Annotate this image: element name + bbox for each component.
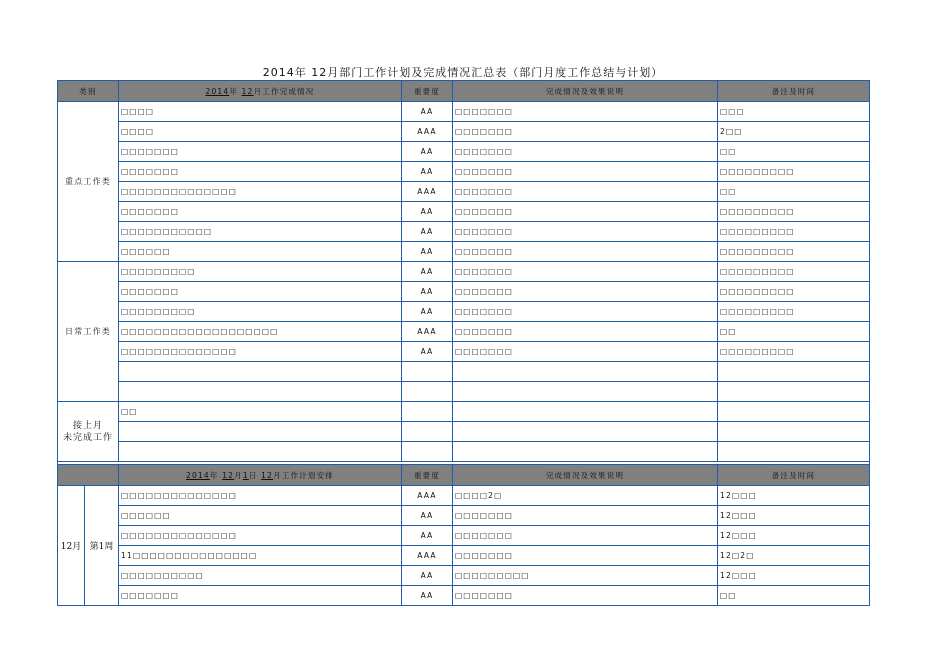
cell-item [119,442,402,462]
cell-note: □□□□□□□□□ [718,202,870,222]
cell-note: □□□□□□□□□ [718,222,870,242]
table-row [58,402,870,422]
cell-item: □□□□□□□ [119,162,402,182]
cell-item: 11□□□□□□□□□□□□□□□ [119,546,402,566]
cell-status [453,362,718,382]
cell-status: □□□□□□□ [453,162,718,182]
cell-item [119,362,402,382]
cell-grade: AA [402,222,453,242]
plan-suffix: 月工作计划安排 [273,470,334,480]
table-row [58,506,870,526]
plan-month-unit: 月 [234,470,243,480]
cell-item: □□□□□□ [119,242,402,262]
cell-note: □□ [718,586,870,606]
header-year-unit: 年 [229,86,239,96]
plan-year-unit: 年 [209,470,219,480]
cell-status: □□□□□□□□□ [453,566,718,586]
page-title: 2014年 12月部门工作计划及完成情况汇总表（部门月度工作总结与计划） [262,66,664,79]
cell-item: □□ [119,402,402,422]
cell-note [718,442,870,462]
cell-grade: AA [402,202,453,222]
cell-grade [402,402,453,422]
plan-week-label: 第1周 [85,486,119,606]
cell-grade [402,422,453,442]
cell-item: □□□□□□□□□□□□□□ [119,342,402,362]
cell-item: □□□□□□□□□□□ [119,222,402,242]
cell-item: □□□□□□ [119,506,402,526]
cell-grade [402,362,453,382]
cell-grade: AA [402,242,453,262]
cell-status: □□□□□□□ [453,586,718,606]
cell-note: 2□□ [718,122,870,142]
table-row [58,342,870,362]
cell-note: □□ [718,182,870,202]
cell-note: □□□□□□□□□ [718,162,870,182]
cell-status: □□□□□□□ [453,302,718,322]
header-category: 类别 [58,81,119,102]
cell-status: □□□□□□□ [453,282,718,302]
cell-status: □□□□□□□ [453,322,718,342]
table-row [58,362,870,382]
cell-grade: AA [402,102,453,122]
table-row [58,526,870,546]
plan-day-unit: 日 [248,470,258,480]
header-work-suffix: 月工作完成情况 [253,86,315,96]
header-plan [119,465,402,486]
header-month: 12 [241,86,254,96]
cell-note [718,362,870,382]
cell-item: □□□□□□□□□ [119,262,402,282]
header-row-plan [58,465,870,486]
cell-grade: AAA [402,182,453,202]
header-row-summary [58,81,870,102]
cell-grade: AA [402,526,453,546]
table-row [58,262,870,282]
cell-item: □□□□□□□ [119,202,402,222]
table-row [58,142,870,162]
work-plan-table [57,80,870,606]
cell-grade: AA [402,566,453,586]
cell-note: □□□□□□□□□ [718,342,870,362]
table-row [58,302,870,322]
plan-month-label: 12月 [58,486,85,606]
cell-status: □□□□□□□ [453,526,718,546]
cell-note: 12□2□ [718,546,870,566]
cell-grade: AA [402,262,453,282]
table-row [58,102,870,122]
cell-item: □□□□□□□□□□ [119,566,402,586]
cell-item: □□□□ [119,122,402,142]
plan-month: 12 [222,470,235,480]
table-row [58,586,870,606]
cell-status: □□□□□□□ [453,342,718,362]
cell-status: □□□□□□□ [453,262,718,282]
cell-status [453,442,718,462]
table-row [58,122,870,142]
cell-status [453,382,718,402]
plan-day: 1 [242,470,249,480]
cell-note: 12□□□ [718,526,870,546]
cell-grade [402,382,453,402]
cell-note [718,422,870,442]
cell-grade: AA [402,586,453,606]
cell-grade: AA [402,506,453,526]
cell-note: □□□ [718,102,870,122]
cell-note: □□□□□□□□□ [718,302,870,322]
plan-end-month: 12 [261,470,274,480]
header-work-done [119,81,402,102]
cell-status: □□□□□□□ [453,122,718,142]
category-daily-work: 日常工作类 [58,262,119,402]
cell-note: □□□□□□□□□ [718,242,870,262]
header-plan-empty [58,465,119,486]
table-row [58,486,870,506]
table-row [58,242,870,262]
header-remarks: 备注及时间 [718,81,870,102]
cell-note: □□ [718,322,870,342]
cell-grade: AAA [402,486,453,506]
cell-note [718,382,870,402]
cell-item: □□□□□□□ [119,586,402,606]
cell-item: □□□□□□□ [119,282,402,302]
cell-item: □□□□□□□□□□□□□□ [119,182,402,202]
table-row [58,442,870,462]
cell-grade: AAA [402,546,453,566]
cell-grade: AAA [402,122,453,142]
table-row [58,322,870,342]
carryover-label-line1: 接上月 [72,420,103,431]
cell-status: □□□□□□□ [453,222,718,242]
cell-note: □□ [718,142,870,162]
table-row [58,202,870,222]
table-row [58,222,870,242]
category-carryover [58,402,119,462]
table-row [58,382,870,402]
carryover-label-line2: 未完成工作 [62,432,113,443]
cell-status [453,402,718,422]
cell-item: □□□□□□□ [119,142,402,162]
cell-item: □□□□□□□□□ [119,302,402,322]
cell-grade: AA [402,302,453,322]
table-row [58,566,870,586]
cell-grade: AA [402,142,453,162]
table-row [58,182,870,202]
cell-item [119,422,402,442]
cell-status: □□□□□□□ [453,202,718,222]
header-completion: 完成情况及效果说明 [453,81,718,102]
cell-status: □□□□□□□ [453,182,718,202]
cell-status: □□□□□□□ [453,102,718,122]
header-completion-2: 完成情况及效果说明 [453,465,718,486]
table-row [58,546,870,566]
table-row [58,422,870,442]
cell-note: 12□□□ [718,486,870,506]
cell-grade: AA [402,342,453,362]
header-importance-2: 重要度 [402,465,453,486]
cell-status [453,422,718,442]
cell-item: □□□□□□□□□□□□□□ [119,526,402,546]
cell-item: □□□□□□□□□□□□□□□□□□□ [119,322,402,342]
header-importance: 重要度 [402,81,453,102]
cell-note: □□□□□□□□□ [718,262,870,282]
table-row [58,282,870,302]
plan-year: 2014 [186,470,210,480]
cell-grade: AAA [402,322,453,342]
header-year: 2014 [205,86,230,96]
cell-grade: AA [402,282,453,302]
cell-note [718,402,870,422]
table-row [58,162,870,182]
cell-status: □□□□□□□ [453,506,718,526]
category-key-work: 重点工作类 [58,102,119,262]
cell-note: 12□□□ [718,506,870,526]
cell-item [119,382,402,402]
cell-status: □□□□2□ [453,486,718,506]
cell-note: 12□□□ [718,566,870,586]
cell-grade: AA [402,162,453,182]
cell-item: □□□□□□□□□□□□□□ [119,486,402,506]
cell-item: □□□□ [119,102,402,122]
cell-note: □□□□□□□□□ [718,282,870,302]
cell-status: □□□□□□□ [453,142,718,162]
cell-status: □□□□□□□ [453,546,718,566]
header-remarks-2: 备注及时间 [718,465,870,486]
cell-status: □□□□□□□ [453,242,718,262]
cell-grade [402,442,453,462]
